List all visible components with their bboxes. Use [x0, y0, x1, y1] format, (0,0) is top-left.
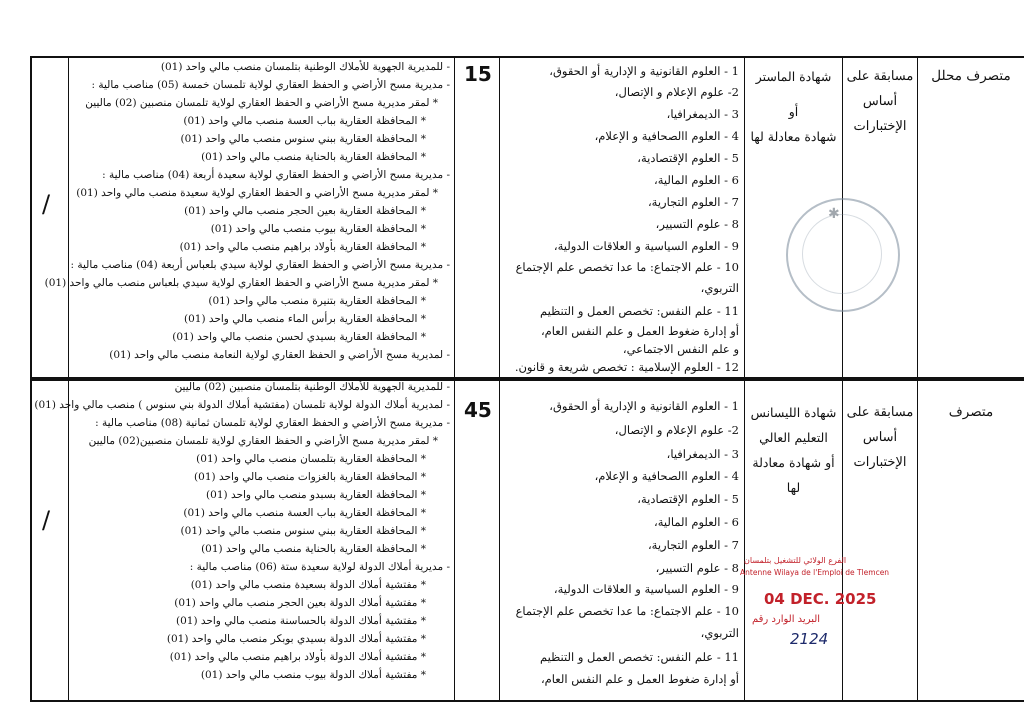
specialty-item: 2- علوم الإعلام و الإتصال، [614, 423, 739, 437]
col-border-left [30, 56, 32, 702]
specialty-item: 9 - العلوم السياسية و العلاقات الدولية، [553, 239, 739, 253]
specialty-item: التربوي، [700, 626, 739, 640]
recruitment-mode-cell [843, 64, 917, 139]
specialty-item: و علم النفس الاجتماعي، [622, 342, 739, 356]
distribution-item: - لمديرية أملاك الدولة لولاية تلمسان (مفتشية أملاك الدولة بني سنوس ) منصب مالي واحد (01) [34, 399, 450, 411]
col-border [68, 56, 69, 702]
col-border [917, 56, 918, 702]
distribution-item: - للمديرية الجهوية للأملاك الوطنية بتلمسان منصبين (02) ماليين [174, 381, 450, 393]
distribution-item: - للمديرية الجهوية للأملاك الوطنية بتلمسان منصب مالي واحد (01) [160, 61, 450, 73]
specialty-item: 7 - العلوم التجارية، [647, 538, 739, 552]
distribution-item: * المحافظة العقارية بالحناية منصب مالي واحد (01) [201, 151, 426, 163]
distribution-item: * المحافظة العقارية بالحناية منصب مالي واحد (01) [201, 543, 426, 555]
mode-line: أساس [862, 94, 898, 109]
distribution-item: * المحافظة العقارية برأس الماء منصب مالي واحد (01) [183, 313, 426, 325]
specialty-item: 12 - العلوم الإسلامية : تخصص شريعة و قانون. [514, 360, 739, 374]
distribution-item: * المحافظة العقارية بأولاد براهيم منصب مالي واحد (01) [179, 241, 426, 253]
specialty-item: التربوي، [700, 281, 739, 295]
distribution-item: * مفتشية أملاك الدولة بيوب منصب مالي واحد (01) [200, 669, 426, 681]
diploma-cell [745, 400, 842, 500]
grade-label: متصرف محلل [931, 68, 1011, 84]
specialty-item: 1 - العلوم القانونية و الإدارية أو الحقوق، [549, 399, 739, 413]
diploma-line: أو [788, 104, 799, 119]
mode-line: مسابقة على [846, 69, 914, 84]
distribution-item: * المحافظة العقارية بتنيرة منصب مالي واحد (01) [208, 295, 426, 307]
positions-count: 45 [464, 398, 492, 422]
specialty-item: أو إدارة ضغوط العمل و علم النفس العام، [540, 672, 739, 686]
distribution-item: * لمقر مديرية مسح الأراضي و الحفظ العقاري لولاية سيدي بلعباس منصب مالي واحد (01) [44, 277, 438, 289]
distribution-item: - مديرية مسح الأراضي و الحفظ العقاري لولاية سعيدة أربعة (04) مناصب مالية : [102, 169, 450, 181]
specialty-item: 1 - العلوم القانونية و الإدارية أو الحقوق، [549, 64, 739, 78]
grade-cell [918, 64, 1024, 89]
specialty-item: 2- علوم الإعلام و الإتصال، [614, 85, 739, 99]
specialty-item: 11 - علم النفس: تخصص العمل و التنظيم [540, 650, 739, 664]
distribution-item: - مديرية مسح الأراضي و الحفظ العقاري لولاية تلمسان ثمانية (08) مناصب مالية : [95, 417, 450, 429]
positions-count: 15 [464, 62, 492, 86]
distribution-item: * المحافظة العقارية بيوب منصب مالي واحد (01) [210, 223, 426, 235]
specialty-item: أو إدارة ضغوط العمل و علم النفس العام، [540, 324, 739, 338]
distribution-item: - مديرية مسح الأراضي و الحفظ العقاري لولاية تلمسان خمسة (05) مناصب مالية : [91, 79, 450, 91]
diploma-line: التعليم العالي [759, 430, 828, 445]
stamp-mail-label: البريد الوارد رقم [752, 614, 821, 625]
mode-line: مسابقة على [846, 405, 914, 420]
mode-line: الإختبارات [853, 119, 907, 134]
distribution-item: * المحافظة العقارية بباب العسة منصب مالي واحد (01) [183, 507, 426, 519]
specialty-item: 8 - علوم التسيير، [655, 217, 739, 231]
grade-label: متصرف [948, 404, 994, 420]
specialty-item: 8 - علوم التسيير، [655, 561, 739, 575]
distribution-item: * المحافظة العقارية ببني سنوس منصب مالي واحد (01) [180, 525, 426, 537]
specialty-item: 3 - الديمغرافيا، [666, 447, 739, 461]
diploma-line: شهادة الليسانس [750, 405, 837, 420]
recruitment-mode-cell [843, 400, 917, 475]
distribution-item: * مفتشية أملاك الدولة بأولاد براهيم منصب مالي واحد (01) [169, 651, 426, 663]
mode-line: الإختبارات [853, 455, 907, 470]
distribution-item: - لمديرية مسح الأراضي و الحفظ العقاري لولاية النعامة منصب مالي واحد (01) [109, 349, 450, 361]
distribution-item: - مديرية أملاك الدولة لولاية سعيدة ستة (06) مناصب مالية : [189, 561, 450, 573]
specialty-item: 5 - العلوم الإقتصادية، [637, 492, 739, 506]
specialty-item: 4 - العلوم االصحافية و الإعلام، [594, 469, 739, 483]
diploma-cell [745, 64, 842, 149]
specialty-item: 3 - الديمغرافيا، [666, 107, 739, 121]
distribution-item: * المحافظة العقارية بالغزوات منصب مالي واحد (01) [194, 471, 426, 483]
stamp-date: 04 DEC. 2025 [764, 590, 877, 608]
col-border [499, 56, 500, 702]
diploma-line: أو شهادة معادلة لها [752, 455, 835, 495]
ministry-seal [786, 198, 900, 312]
ministry-seal-inner [802, 214, 882, 294]
distribution-item: * مفتشية أملاك الدولة بعين الحجر منصب مالي واحد (01) [174, 597, 426, 609]
diploma-line: شهادة الماستر [755, 69, 832, 84]
distribution-item: * مفتشية أملاك الدولة بسيدي بوبكر منصب مالي واحد (01) [166, 633, 426, 645]
specialty-item: 6 - العلوم المالية، [654, 515, 739, 529]
distribution-item: * المحافظة العقارية بتلمسان منصب مالي واحد (01) [196, 453, 426, 465]
specialty-item: 6 - العلوم المالية، [654, 173, 739, 187]
col-border [744, 56, 745, 702]
note-cell: / [42, 190, 51, 218]
distribution-item: * لمقر مديرية مسح الأراضي و الحفظ العقاري لولاية سعيدة منصب مالي واحد (01) [76, 187, 438, 199]
distribution-item: * المحافظة العقارية بعين الحجر منصب مالي واحد (01) [184, 205, 426, 217]
distribution-item: * المحافظة العقارية بسبدو منصب مالي واحد (01) [206, 489, 426, 501]
stamp-agency-fr: Antenne Wilaya de l'Emploi de Tlemcen [740, 568, 890, 577]
specialty-item: 10 - علم الاجتماع: ما عدا تخصص علم الإجتماع [515, 604, 739, 618]
stamp-agency-ar: الفرع الولائي للتشغيل بتلمسان [744, 556, 847, 565]
distribution-item: * مفتشية أملاك الدولة بسعيدة منصب مالي واحد (01) [190, 579, 426, 591]
grade-cell [918, 400, 1024, 425]
distribution-item: * المحافظة العقارية بسيدي لحسن منصب مالي واحد (01) [172, 331, 426, 343]
distribution-item: * المحافظة العقارية بباب العسة منصب مالي واحد (01) [183, 115, 426, 127]
seal-star-icon: ✱ [828, 206, 840, 222]
distribution-item: - مديرية مسح الأراضي و الحفظ العقاري لولاية سيدي بلعباس أربعة (04) مناصب مالية : [70, 259, 450, 271]
distribution-item: * مفتشية أملاك الدولة بالحساسنة منصب مالي واحد (01) [175, 615, 426, 627]
specialty-item: 10 - علم الاجتماع: ما عدا تخصص علم الإجتماع [515, 260, 739, 274]
specialty-item: 4 - العلوم االصحافية و الإعلام، [594, 129, 739, 143]
col-border [454, 56, 455, 702]
distribution-item: * المحافظة العقارية ببني سنوس منصب مالي واحد (01) [180, 133, 426, 145]
specialty-item: 11 - علم النفس: تخصص العمل و التنظيم [540, 304, 739, 318]
table-bottom-border [30, 700, 1024, 702]
mode-line: أساس [862, 430, 898, 445]
distribution-item: * لمقر مديرية مسح الأراضي و الحفظ العقاري لولاية تلمسان منصبين (02) ماليين [85, 97, 438, 109]
diploma-line: شهادة معادلة لها [750, 129, 837, 144]
specialty-item: 5 - العلوم الإقتصادية، [637, 151, 739, 165]
specialty-item: 7 - العلوم التجارية، [647, 195, 739, 209]
note-cell: / [42, 506, 51, 534]
stamp-number: 2124 [790, 630, 829, 648]
distribution-item: * لمقر مديرية مسح الأراضي و الحفظ العقاري لولاية تلمسان منصبين(02) ماليين [88, 435, 438, 447]
specialty-item: 9 - العلوم السياسية و العلاقات الدولية، [553, 582, 739, 596]
